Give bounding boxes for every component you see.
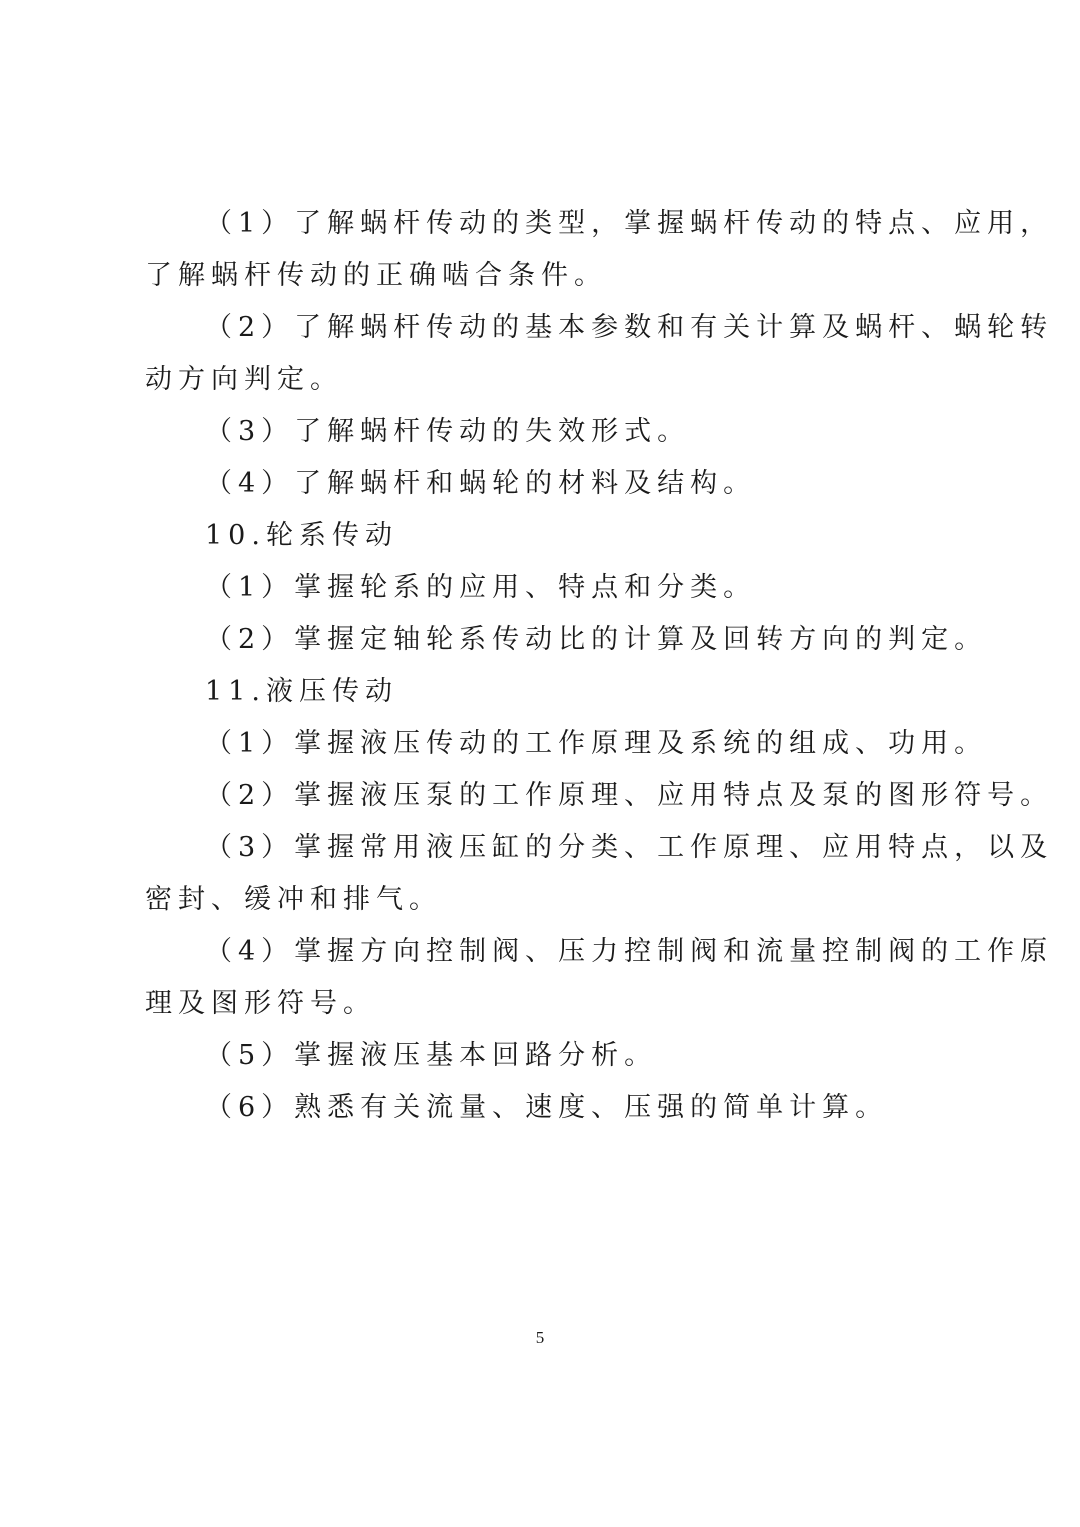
paragraph-line: （2）掌握液压泵的工作原理、应用特点及泵的图形符号。	[205, 780, 1054, 811]
paragraph-line: （2）掌握定轴轮系传动比的计算及回转方向的判定。	[205, 624, 988, 655]
paragraph-line: （3）了解蜗杆传动的失效形式。	[205, 416, 691, 447]
paragraph-line: 动方向判定。	[145, 364, 343, 395]
paragraph-line: （6）熟悉有关流量、速度、压强的简单计算。	[205, 1092, 889, 1123]
paragraph-line: （4）掌握方向控制阀、压力控制阀和流量控制阀的工作原	[205, 936, 1054, 967]
paragraph-line: 密封、缓冲和排气。	[145, 884, 442, 915]
paragraph-line: 理及图形符号。	[145, 988, 376, 1019]
paragraph-line: （1）掌握液压传动的工作原理及系统的组成、功用。	[205, 728, 988, 759]
document-body	[145, 198, 1054, 1134]
paragraph-line: （3）掌握常用液压缸的分类、工作原理、应用特点，以及	[205, 832, 1054, 863]
paragraph-line: 了解蜗杆传动的正确啮合条件。	[145, 260, 607, 291]
paragraph-line: （1）了解蜗杆传动的类型，掌握蜗杆传动的特点、应用，	[205, 208, 1054, 239]
paragraph-line: （5）掌握液压基本回路分析。	[205, 1040, 658, 1071]
page-number: 5	[535, 1328, 545, 1347]
section-heading: 11.液压传动	[205, 676, 398, 707]
section-heading: 10.轮系传动	[205, 520, 398, 551]
paragraph-line: （4）了解蜗杆和蜗轮的材料及结构。	[205, 468, 757, 499]
paragraph-line: （2）了解蜗杆传动的基本参数和有关计算及蜗杆、蜗轮转	[205, 312, 1054, 343]
paragraph-line: （1）掌握轮系的应用、特点和分类。	[205, 572, 757, 603]
